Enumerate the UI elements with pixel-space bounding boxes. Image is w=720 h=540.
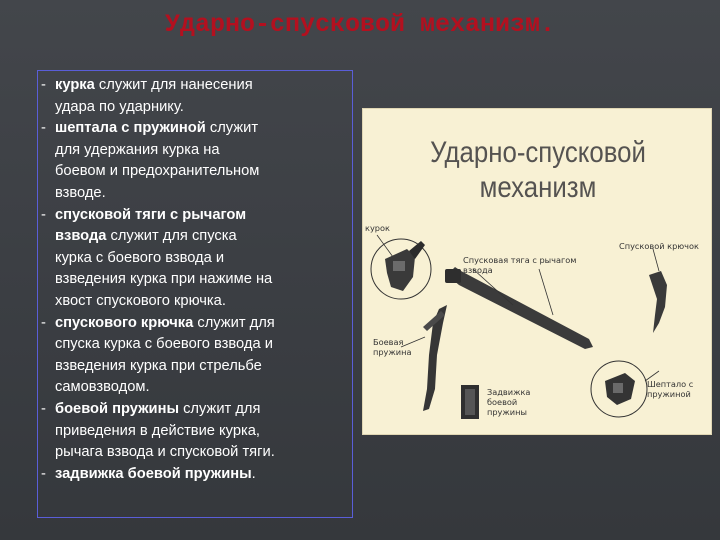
item-text: взведения курка при нажиме на	[55, 271, 273, 288]
hammer-detail	[393, 261, 405, 271]
label-latch-line1: Задвижка	[487, 387, 531, 397]
trigger-bar-leader	[539, 269, 553, 315]
item-text: .	[251, 465, 256, 482]
item-text: удара по ударнику.	[55, 98, 184, 115]
label-sear-line1: Шептало с	[647, 379, 694, 389]
item-text: курка с боевого взвода и	[55, 249, 225, 266]
label-trigger-bar-line1: Спусковая тяга с рычагом	[463, 255, 577, 265]
list-dash: -	[41, 465, 46, 482]
trigger-bar-lever	[445, 269, 461, 283]
item-text: рычага взвода и спусковой тяги.	[55, 444, 275, 461]
figure-title	[388, 135, 689, 205]
item-text: взведения курка при стрельбе	[55, 357, 262, 374]
list-item	[41, 75, 346, 118]
item-text: самовзводом.	[55, 379, 150, 396]
label-sear	[647, 379, 693, 399]
list-dash: -	[41, 206, 46, 223]
item-text: служит для	[178, 400, 261, 417]
figure-title-line2: механизм	[479, 171, 597, 204]
label-latch-line3: пружины	[487, 407, 527, 417]
label-mainspring-line2: пружина	[373, 347, 412, 357]
latch-detail	[465, 389, 475, 415]
hammer-leader-line	[377, 235, 393, 257]
description-box	[37, 70, 353, 518]
item-term: задвижка боевой пружины	[55, 465, 252, 482]
item-term: взвода	[55, 228, 107, 245]
item-text: приведения в действие курка,	[55, 422, 260, 439]
item-term: курка	[55, 77, 95, 93]
item-text: для удержания курка на	[55, 141, 220, 158]
item-text: спуска курка с боевого взвода и	[55, 336, 273, 353]
list-dash: -	[41, 400, 46, 417]
label-trigger-bar	[463, 255, 576, 275]
figure-title-line1: Ударно-спусковой	[430, 136, 646, 169]
label-hammer: курок	[365, 223, 390, 233]
item-term: шептала с пружиной	[55, 120, 206, 137]
list-item	[41, 399, 346, 464]
list-dash: -	[41, 120, 46, 137]
label-latch-line2: боевой	[487, 397, 518, 407]
slide-title: Ударно-спусковой механизм.	[164, 10, 556, 39]
item-text: боевом и предохранительном	[55, 163, 260, 180]
list-item	[41, 464, 346, 486]
item-term: спускового крючка	[55, 314, 194, 331]
trigger-part	[649, 271, 667, 333]
label-sear-line2: пружиной	[647, 389, 691, 399]
item-text: взводе.	[55, 184, 106, 201]
label-latch	[487, 387, 530, 417]
label-mainspring	[373, 337, 411, 357]
list-item	[41, 313, 346, 399]
label-trigger: Спусковой крючок	[619, 241, 699, 251]
item-text: служит для спуска	[106, 228, 237, 245]
label-mainspring-line1: Боевая	[373, 337, 404, 347]
item-text: служит	[205, 120, 259, 137]
item-text: хвост спускового крючка.	[55, 292, 226, 309]
mechanism-figure	[362, 108, 712, 435]
sear-detail	[613, 383, 623, 393]
list-dash: -	[41, 314, 46, 331]
item-text: служит для	[193, 314, 275, 331]
list-dash: -	[41, 77, 46, 93]
label-trigger-bar-line2: взвода	[463, 265, 493, 275]
item-text: служит для нанесения	[94, 77, 253, 93]
trigger-bar-part	[447, 267, 593, 349]
trigger-leader	[653, 249, 659, 271]
item-term: боевой пружины	[55, 400, 179, 417]
list-item	[41, 205, 346, 313]
list-item	[41, 118, 346, 204]
item-term: спусковой тяги с рычагом	[55, 206, 247, 223]
